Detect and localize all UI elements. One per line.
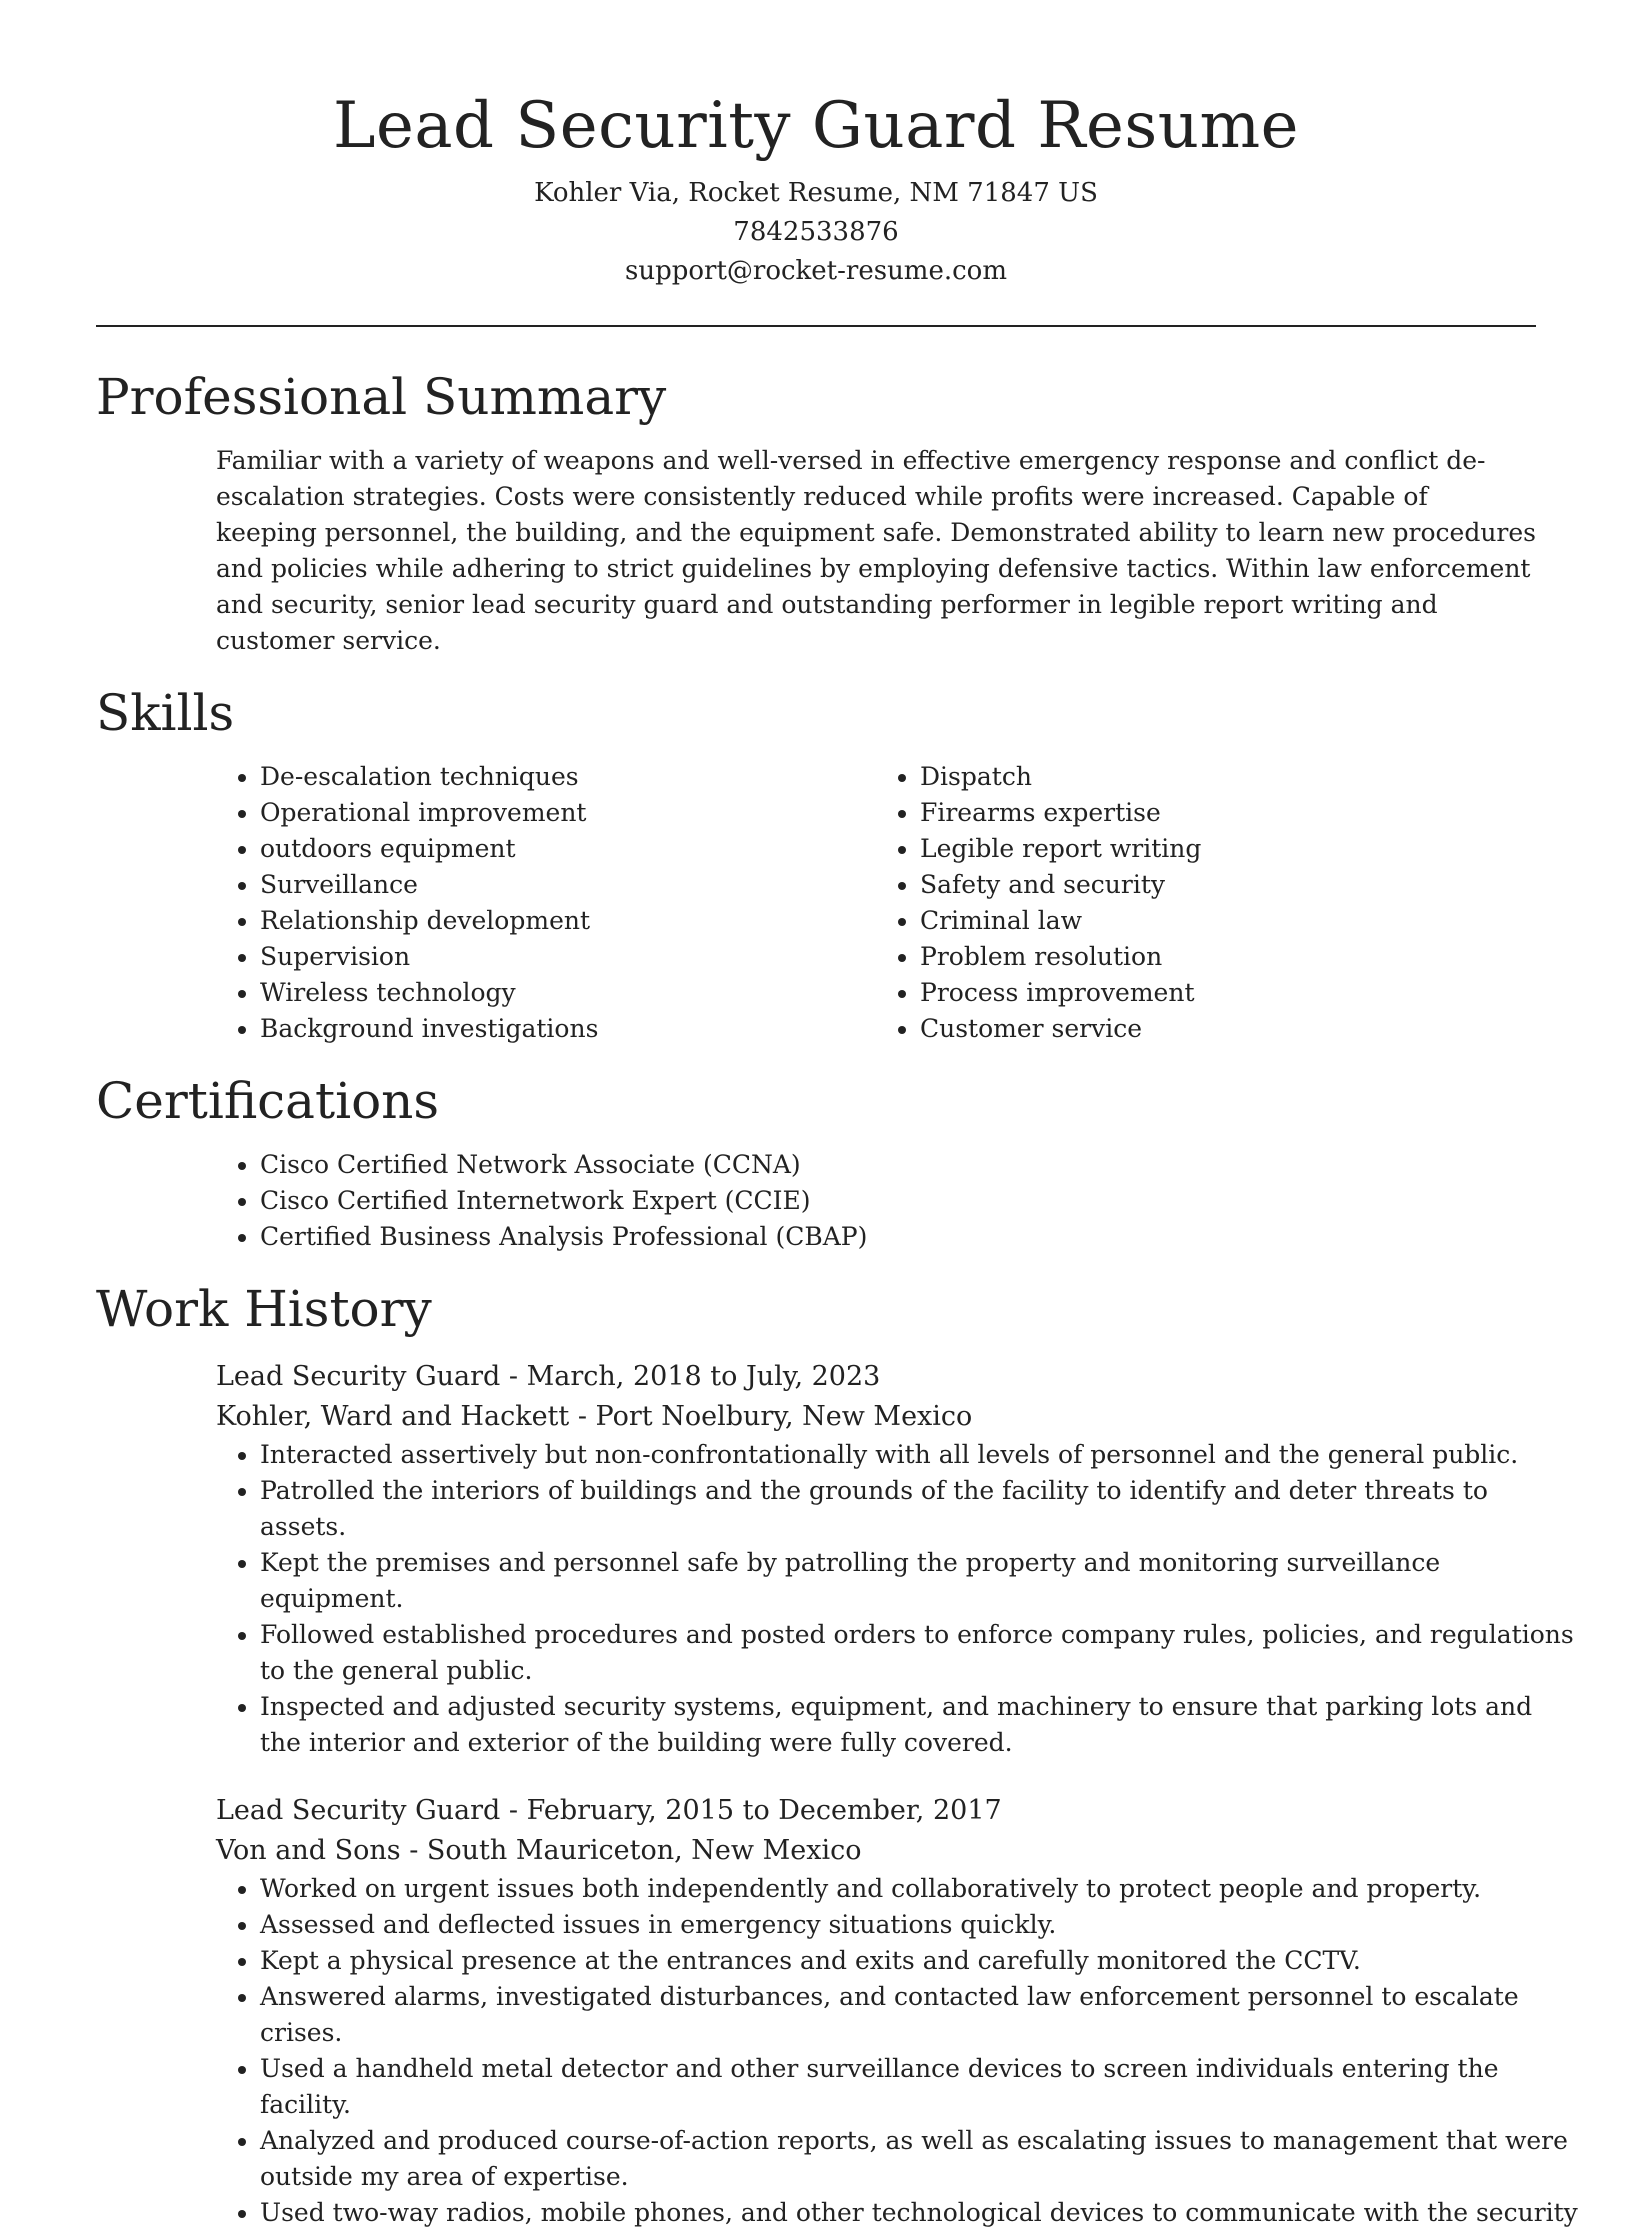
list-item: • Used two-way radios, mobile phones, and other technological devices to communicate with the security bbox=[260, 2195, 1580, 2231]
resume-page bbox=[96, 0, 1578, 2231]
list-item: • Customer service bbox=[920, 1011, 1536, 1047]
list-item: • Inspected and adjusted security systems, equipment, and machinery to ensure that parking lots and the interior and exterior of the building were fully covered. bbox=[260, 1689, 1580, 1761]
list-item: • Certified Business Analysis Professional (CBAP) bbox=[260, 1219, 1536, 1255]
job-title: Lead Security Guard bbox=[216, 1795, 501, 1826]
skills-columns bbox=[216, 759, 1536, 1047]
job-duties-list bbox=[216, 1437, 1580, 1761]
certifications-section bbox=[96, 1069, 1536, 1255]
job-title-line: Lead Security Guard - March, 2018 to July, 2023 bbox=[216, 1361, 881, 1392]
list-item: • Interacted assertively but non-confrontationally with all levels of personnel and the general public. bbox=[260, 1437, 1580, 1473]
list-item: • Relationship development bbox=[260, 903, 876, 939]
resume-title: Lead Security Guard Resume bbox=[333, 89, 1299, 163]
job-company-line: Von and Sons - South Mauriceton, New Mexico bbox=[216, 1835, 862, 1866]
list-item: • Worked on urgent issues both independently and collaboratively to protect people and property. bbox=[260, 1871, 1580, 1907]
list-item: • Analyzed and produced course-of-action reports, as well as escalating issues to management that were outside my area of expertise. bbox=[260, 2123, 1580, 2195]
list-item: • Dispatch bbox=[920, 759, 1536, 795]
contact-phone: 7842533876 bbox=[733, 217, 899, 247]
list-item: • Assessed and deflected issues in emergency situations quickly. bbox=[260, 1907, 1580, 1943]
list-item: • Background investigations bbox=[260, 1011, 876, 1047]
summary-text: Familiar with a variety of weapons and well-versed in effective emergency response and conflict de-escalation strategies. Costs were consistently reduced while profits were increased. Capable of keeping personnel, the building, and the equipment safe. Demonstrated ability to learn new procedures and policies while adhering to strict guidelines by employing defensive tactics. Within law enforcement and security, senior lead security guard and outstanding performer in legible report writing and customer service. bbox=[216, 446, 1536, 655]
list-item: • Safety and security bbox=[920, 867, 1536, 903]
job-location: Port Noelbury, New Mexico bbox=[595, 1401, 973, 1432]
certifications-body bbox=[216, 1147, 1536, 1255]
job-company: Kohler, Ward and Hackett bbox=[216, 1401, 570, 1432]
job-dates: March, 2018 to July, 2023 bbox=[526, 1361, 881, 1392]
list-item: • Wireless technology bbox=[260, 975, 876, 1011]
contact-block bbox=[96, 174, 1536, 291]
list-item: • outdoors equipment bbox=[260, 831, 876, 867]
job-location: South Mauriceton, New Mexico bbox=[426, 1835, 862, 1866]
job-company-line: Kohler, Ward and Hackett - Port Noelbury, New Mexico bbox=[216, 1401, 973, 1432]
list-item: • Process improvement bbox=[920, 975, 1536, 1011]
list-item: • Legible report writing bbox=[920, 831, 1536, 867]
list-item: • Supervision bbox=[260, 939, 876, 975]
list-item: • Patrolled the interiors of buildings and the grounds of the facility to identify and deter threats to assets. bbox=[260, 1473, 1580, 1545]
list-item: • Cisco Certified Internetwork Expert (CCIE) bbox=[260, 1183, 1536, 1219]
list-item: • Kept a physical presence at the entrances and exits and carefully monitored the CCTV. bbox=[260, 1943, 1580, 1979]
job-entry bbox=[216, 1357, 1574, 1761]
header-divider bbox=[96, 325, 1536, 327]
skills-list-left bbox=[216, 759, 876, 1047]
list-item: • Followed established procedures and posted orders to enforce company rules, policies, and regulations to the general public. bbox=[260, 1617, 1580, 1689]
job-company: Von and Sons bbox=[216, 1835, 401, 1866]
list-item: • Kept the premises and personnel safe by patrolling the property and monitoring surveillance equipment. bbox=[260, 1545, 1580, 1617]
resume-header bbox=[96, 0, 1536, 291]
skills-heading: Skills bbox=[96, 684, 235, 742]
summary-heading: Professional Summary bbox=[96, 368, 667, 426]
list-item: • Criminal law bbox=[920, 903, 1536, 939]
list-item: • De-escalation techniques bbox=[260, 759, 876, 795]
certifications-list bbox=[216, 1147, 1536, 1255]
list-item: • Firearms expertise bbox=[920, 795, 1536, 831]
contact-address: Kohler Via, Rocket Resume, NM 71847 US bbox=[534, 178, 1098, 208]
list-item: • Cisco Certified Network Associate (CCNA) bbox=[260, 1147, 1536, 1183]
skills-section bbox=[96, 681, 1536, 1047]
job-duties-list bbox=[216, 1871, 1580, 2231]
list-item: • Answered alarms, investigated disturbances, and contacted law enforcement personnel to escalate crises. bbox=[260, 1979, 1580, 2051]
job-dates: February, 2015 to December, 2017 bbox=[526, 1795, 1002, 1826]
summary-section bbox=[96, 365, 1536, 659]
job-entry bbox=[216, 1791, 1578, 2231]
skills-list-right bbox=[876, 759, 1536, 1047]
list-item: • Operational improvement bbox=[260, 795, 876, 831]
list-item: • Surveillance bbox=[260, 867, 876, 903]
work-history-heading: Work History bbox=[96, 1280, 432, 1338]
list-item: • Problem resolution bbox=[920, 939, 1536, 975]
job-title-line: Lead Security Guard - February, 2015 to December, 2017 bbox=[216, 1795, 1002, 1826]
work-history-section bbox=[96, 1277, 1578, 2231]
contact-email: support@rocket-resume.com bbox=[624, 256, 1007, 286]
job-title: Lead Security Guard bbox=[216, 1361, 501, 1392]
certifications-heading: Certifications bbox=[96, 1072, 440, 1130]
list-item: • Used a handheld metal detector and other surveillance devices to screen individuals entering the facility. bbox=[260, 2051, 1580, 2123]
summary-body bbox=[216, 443, 1536, 659]
